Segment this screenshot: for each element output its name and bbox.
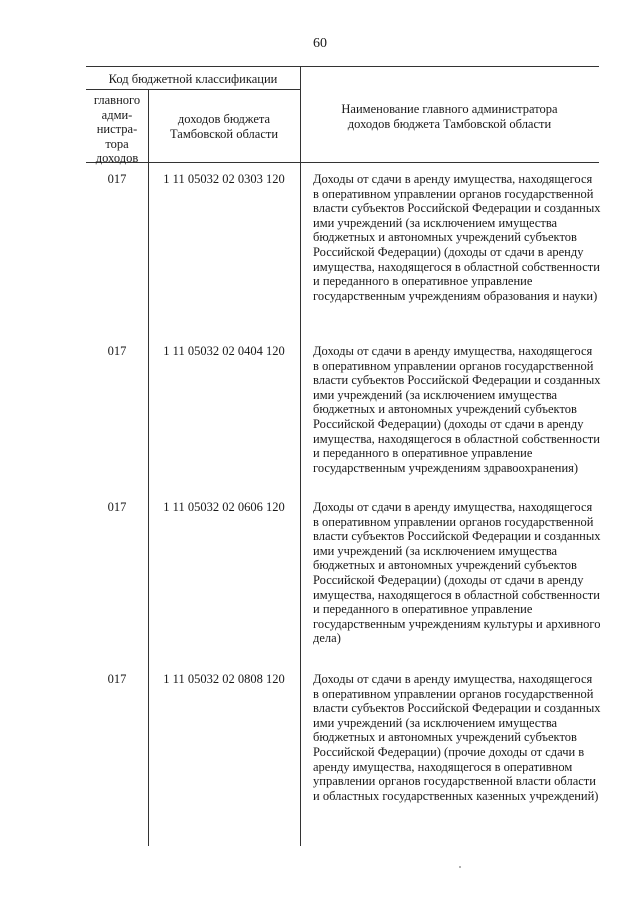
- name-column-divider: [300, 66, 301, 846]
- table-row-code: 1 11 05032 02 0808 120: [163, 672, 285, 686]
- table-row-code: 1 11 05032 02 0404 120: [163, 344, 285, 358]
- table-row-admin: 017: [107, 500, 127, 514]
- header-admin-code: главного адми- нистра- тора доходов: [93, 93, 141, 166]
- header-name: Наименование главного администратора доходов бюджета Тамбовской области: [341, 102, 558, 131]
- table-row-admin: 017: [107, 344, 127, 358]
- table-row-admin: 017: [107, 172, 127, 186]
- table-row-name: Доходы от сдачи в аренду имущества, находящегося в оперативном управлении органов государственной власти субъектов Российской Федерации и созданных ими учреждений (за исключением имущества бюджетных и автономных учреждений субъектов Российской Федерации) (доходы от сдачи в аренду имущества, находящегося в областной собственности и переданного в оперативное управление государственным учреждениям здравоохранения): [313, 344, 601, 475]
- admin-column-divider: [148, 89, 149, 846]
- kbk-header-divider: [86, 89, 300, 90]
- table-top-border: [86, 66, 599, 67]
- table-row-code: 1 11 05032 02 0303 120: [163, 172, 285, 186]
- table-row-name: Доходы от сдачи в аренду имущества, находящегося в оперативном управлении органов государственной власти субъектов Российской Федерации и созданных ими учреждений (за исключением имущества бюджетных и автономных учреждений субъектов Российской Федерации) (прочие доходы от сдачи в аренду имущества, находящегося в оперативном управлении органов государственной власти области и областных государственных казенных учреждений): [313, 672, 601, 803]
- header-income-code: доходов бюджета Тамбовской области: [169, 112, 279, 141]
- table-row-name: Доходы от сдачи в аренду имущества, находящегося в оперативном управлении органов государственной власти субъектов Российской Федерации и созданных ими учреждений (за исключением имущества бюджетных и автономных учреждений субъектов Российской Федерации) (доходы от сдачи в аренду имущества, находящегося в областной собственности и переданного в оперативное управление государственным учреждениям образования и науки): [313, 172, 601, 303]
- table-row-name: Доходы от сдачи в аренду имущества, находящегося в оперативном управлении органов государственной власти субъектов Российской Федерации и созданных ими учреждений (за исключением имущества бюджетных и автономных учреждений субъектов Российской Федерации) (доходы от сдачи в аренду имущества, находящегося в областной собственности и переданного в оперативное управление государственным учреждениям культуры и архивного дела): [313, 500, 601, 646]
- budget-classification-table: [86, 66, 599, 846]
- page-number: 60: [313, 36, 327, 51]
- header-bottom-border: [86, 162, 599, 163]
- header-kbk: Код бюджетной классификации: [108, 72, 278, 86]
- table-row-code: 1 11 05032 02 0606 120: [163, 500, 285, 514]
- table-row-admin: 017: [107, 672, 127, 686]
- scan-speck: [459, 866, 461, 868]
